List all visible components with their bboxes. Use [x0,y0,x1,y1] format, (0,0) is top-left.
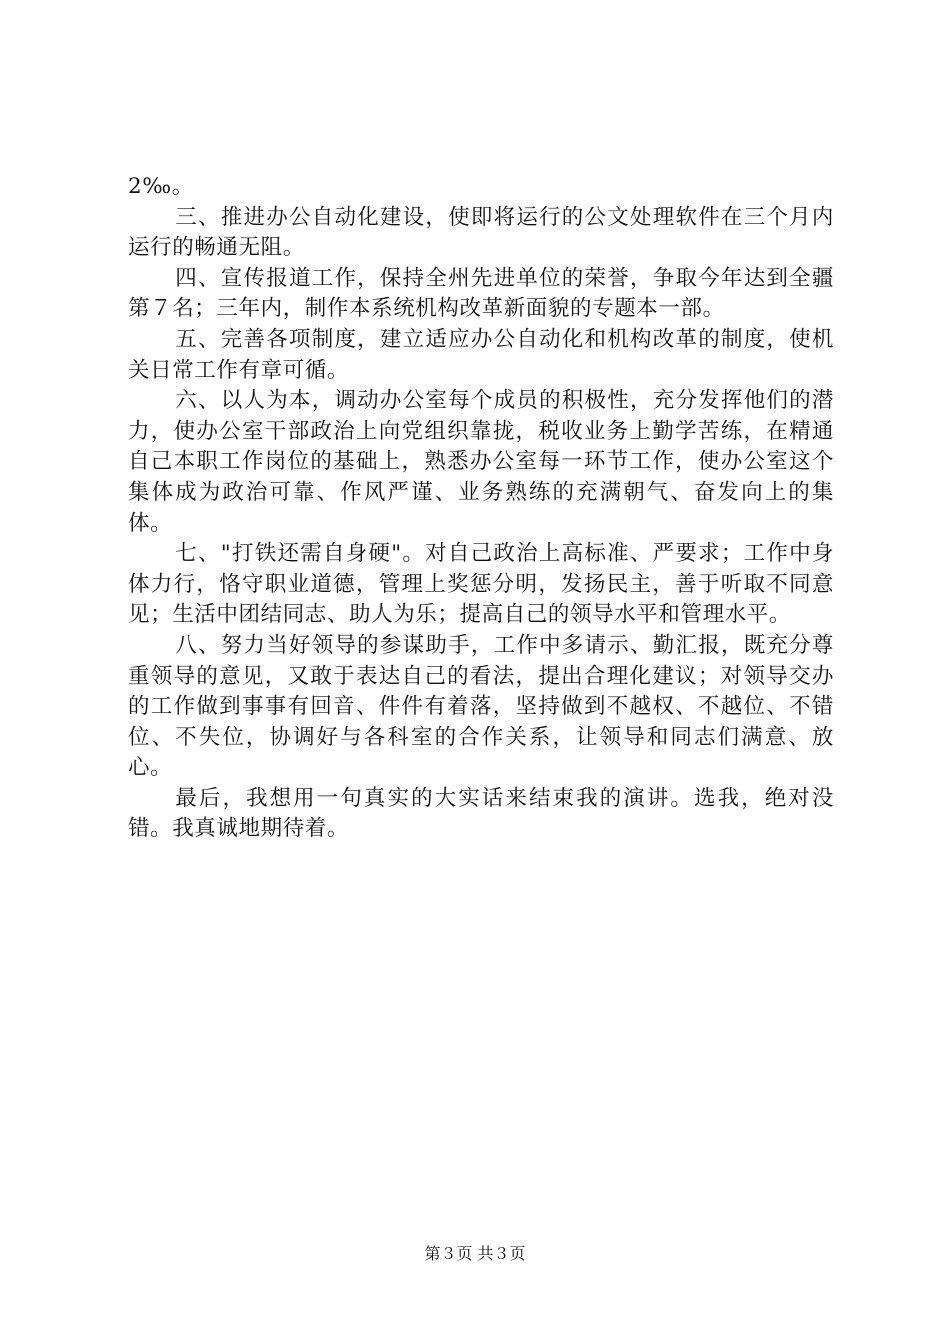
document-body [128,172,834,845]
paragraph-item-7: 七、"打铁还需自身硬"。对自己政治上高标准、严要求；工作中身体力行，恪守职业道德，管理上奖惩分明，发扬民主，善于听取不同意见；生活中团结同志、助人为乐；提高自己的领导水平和管理水平。 [128,541,834,628]
page-footer: 第３页 共３页 [424,1244,526,1263]
paragraph-continuation: 2‰。 [128,174,194,199]
paragraph-item-4: 四、宣传报道工作，保持全州先进单位的荣誉，争取今年达到全疆第７名；三年内，制作本系统机构改革新面貌的专题本一部。 [128,265,834,322]
paragraph-item-3: 三、推进办公自动化建设，使即将运行的公文处理软件在三个月内运行的畅通无阻。 [128,204,834,261]
paragraph-item-5: 五、完善各项制度，建立适应办公自动化和机构改革的制度，使机关日常工作有章可循。 [128,326,834,383]
paragraph-closing: 最后，我想用一句真实的大实话来结束我的演讲。选我，绝对没错。我真诚地期待着。 [128,785,834,842]
paragraph-item-6: 六、以人为本，调动办公室每个成员的积极性，充分发挥他们的潜力，使办公室干部政治上向党组织靠拢，税收业务上勤学苦练，在精通自己本职工作岗位的基础上，熟悉办公室每一环节工作，使办公室这个集体成为政治可靠、作风严谨、业务熟练的充满朝气、奋发向上的集体。 [128,388,834,536]
paragraph-item-8: 八、努力当好领导的参谋助手，工作中多请示、勤汇报，既充分尊重领导的意见，又敢于表达自己的看法，提出合理化建议；对领导交办的工作做到事事有回音、件件有着落，坚持做到不越权、不越位、不错位、不失位，协调好与各科室的合作关系，让领导和同志们满意、放心。 [128,632,834,781]
